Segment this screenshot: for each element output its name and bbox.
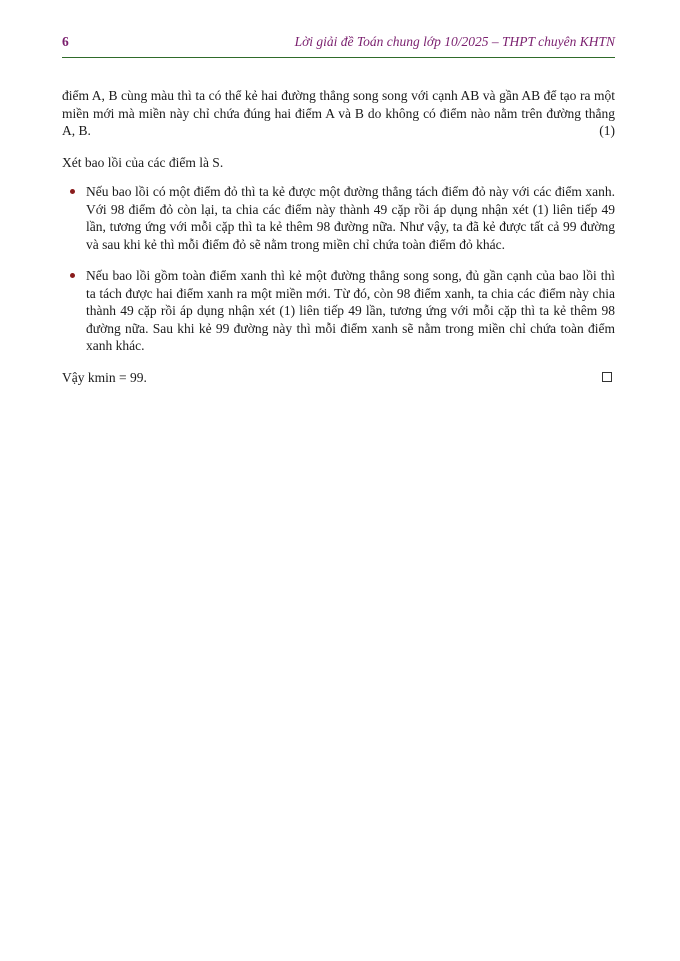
equation-tag: (1) xyxy=(599,123,615,138)
conclusion xyxy=(62,369,615,387)
header-rule xyxy=(62,57,615,58)
conclusion-text: Vậy kmin = 99. xyxy=(62,369,147,385)
page-header xyxy=(62,34,615,56)
list-item-text: Nếu bao lồi gồm toàn điểm xanh thì kẻ một đường thẳng song song, đủ gần cạnh của bao lồi thì ta tách được hai điểm xanh ra một miền mới. Từ đó, còn 98 điểm xanh, ta chia các điểm này chia thành 49 cặp rồi áp dụng nhận xét (1) liên tiếp 49 lần, tương ứng với mỗi cặp thì ta kẻ thêm 98 đường nữa. Sau khi kẻ 99 đường này thì mỗi điểm xanh sẽ nằm trong miền chỉ chứa toàn điểm xanh khác. xyxy=(86,268,615,353)
running-title: Lời giải đề Toán chung lớp 10/2025 – THPT chuyên KHTN xyxy=(294,34,615,49)
page-body xyxy=(62,87,615,386)
intro-text: Xét bao lồi của các điểm là S. xyxy=(62,154,224,170)
bullet-icon xyxy=(70,189,75,194)
bullet-list xyxy=(62,183,615,355)
paragraph-1 xyxy=(62,87,615,140)
page-number: 6 xyxy=(62,34,69,49)
list-item xyxy=(62,267,615,355)
qed-square-icon xyxy=(602,372,612,382)
bullet-icon xyxy=(70,273,75,278)
paragraph-1-text: điểm A, B cùng màu thì ta có thể kẻ hai đường thẳng song song với cạnh AB và gần AB để tạo ra một miền mới mà miền này chỉ chứa đúng hai điểm A và B do không có điểm nào nằm trên đường thẳng A, B. xyxy=(62,88,615,138)
list-item xyxy=(62,183,615,253)
list-item-text: Nếu bao lồi có một điểm đỏ thì ta kẻ được một đường thẳng tách điểm đỏ này với các điểm xanh. Với 98 điểm đỏ còn lại, ta chia các điểm này thành 49 cặp rồi áp dụng nhận xét (1) liên tiếp 49 lần, tương ứng với mỗi cặp thì ta kẻ thêm 98 đường nữa. Như vậy, ta đã kẻ được tất cả 99 đường và sau khi kẻ thì mỗi điểm đỏ sẽ nằm trong miền chỉ chứa toàn điểm đỏ khác. xyxy=(86,184,615,252)
